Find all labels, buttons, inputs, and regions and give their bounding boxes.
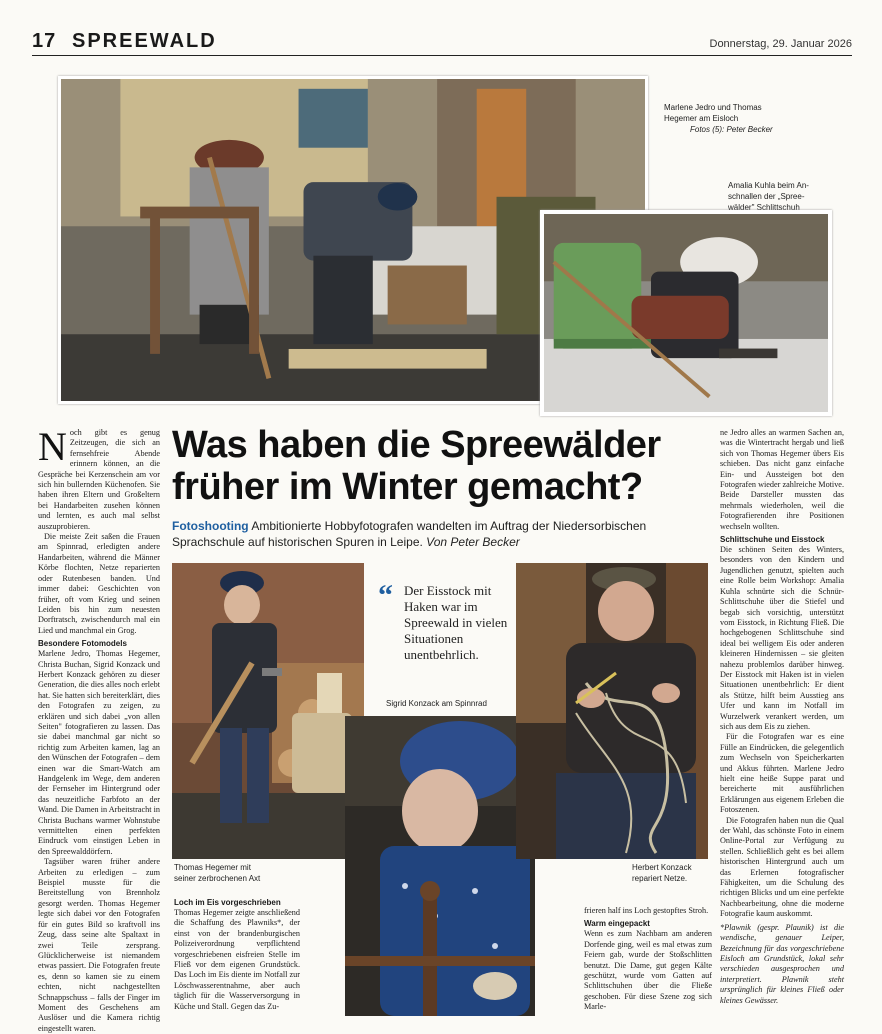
- caption-sled: Amalia Kuhla beim An- schnallen der „Spree- wälder" Schlittschuh: [728, 181, 809, 212]
- paragraph: Tagsüber waren früher andere Arbeiten zu erledigen – zum Beispiel musste für die Bereitstellung von Brennholz gesorgt werden. Thomas Hegemer legte sich dabei vor den Fotografen für ein gutes Bild so kraftvoll ins Zeug, dass seine alte Spaltaxt in zwei Teile zersprang. Glücklicherweise ist niemandem etwas passiert. Die Fotografen freute es, denn so kamen sie zu einem echten, nicht nachgestellten Schnappschuss – falls der Finger im Moment des Geschehens am Auslöser und die Kamera richtig eingestellt waren.: [38, 857, 160, 1033]
- paragraph: Die Fotografen haben nun die Qual der Wahl, das schönste Foto in einem Online-Portal zur Verfügung zu stellen. Schließlich geht es bei allem historischen Hintergrund auch um das Erlernen fotografischer Fähigkeiten, um die Schulung des richtigen Blicks und um eine perfekte Nachbearbeitung, ohne die moderne Fotografie kaum auskommt.: [720, 815, 844, 919]
- quote-mark-icon: “: [378, 579, 393, 612]
- byline: Von Peter Becker: [426, 535, 520, 549]
- subheading: Loch im Eis vorgeschrieben: [174, 898, 281, 907]
- article-column-2: [174, 895, 300, 1020]
- paragraph: Wenn es zum Nachbarn am anderen Dorfende ging, weil es mal etwas zum Feiern gab, wurde der Stoßschlitten benutzt. Die Dame, gut gegen Kälte geschützt, wurde vom Gatten auf Schlittschuhen über die Fließe geschoben. Für diese Szene zog sich Marle-: [584, 929, 712, 1012]
- subheading: Schlittschuhe und Eisstock: [720, 535, 825, 545]
- article-column-4: [720, 428, 844, 1016]
- deck: [172, 518, 702, 550]
- caption-eisloch: Marlene Jedro und Thomas Hegemer am Eisloch Fotos (5): Peter Becker: [664, 102, 784, 135]
- photo-netze: [516, 563, 708, 859]
- photo-schlittschuh: [540, 210, 832, 416]
- kicker: Fotoshooting: [172, 519, 249, 533]
- paragraph: Für die Fotografen war es eine Fülle an Eindrücken, die gelegentlich zum Wechseln von Speicherkarten und Akkus führten. Marlene Jedro hielt eine heiße Suppe parat und bereicherte mit ausführlichen Erklärungen aus eigenem Erleben die Fotoszenen.: [720, 732, 844, 815]
- paragraph: Die schönen Seiten des Winters, besonders von den Kindern und Jugendlichen genutzt, spielten auch eine Rolle beim Workshop: Amalia Kuhla schnürte sich die Schnür-Schlittschuhe über die Stiefel und begab sich vorsichtig, unterstützt vom Eisstock, in Richtung Fließ. Die hochgebogenen Schlittschuhe sind ideal bei welligem Eis oder anderen kleineren Hindernissen – sie gleiten nahezu problemlos darüber hinweg. Der Eisstock mit Haken ist in vielen Situationen unentbehrlich: Er dient als Stütze, hilft beim Ausstieg ans Ufer und kann im Notfall im Wurzelwerk verankert werden, um sich aus dem Eis zu ziehen.: [720, 545, 844, 731]
- caption-spinnrad: Sigrid Konzack am Spinnrad: [386, 699, 487, 708]
- dropcap: N: [38, 424, 67, 469]
- article-column-1: [38, 424, 160, 1033]
- paragraph: ne Jedro alles an warmen Sachen an, was die Wintertracht hergab und ließ sich von Thomas Hegemer übers Eis schieben. Das nicht ganz einfache Ein- und Aussteigen bot den Fotografen wieder zahlreiche Motive. Beide Darsteller mussten das mehrmals wiederholen, weil die Fotografierenden ihre Positionen wechseln wollten.: [720, 428, 844, 531]
- deck-text: Ambitionierte Hobbyfotografen wandelten im Auftrag der Niedersorbischen Sprachschule auf historischen Spuren in Leipe.: [172, 519, 647, 549]
- paragraph: frieren half ins Loch gestopftes Stroh.: [584, 906, 709, 915]
- photo-credit: Fotos (5): Peter Becker: [690, 125, 773, 134]
- subheading: Warm eingepackt: [584, 919, 650, 929]
- pull-quote: [378, 579, 508, 663]
- headline: Was haben die Spreewälder früher im Winter gemacht?: [172, 424, 661, 508]
- photo-axt: [172, 563, 364, 859]
- photo-spinnrad: [345, 716, 535, 1016]
- paragraph: Marlene Jedro, Thomas Hegemer, Christa Buchan, Sigrid Konzack und Herbert Konzack gehören zu dieser Generation, die dies alles noch erlebt hat. Sie hatten sich bereiterklärt, dies den Fotografen zu zeigen, zu erklären und sich dabei „von allen Seiten" fotografieren zu lassen. Das sie dabei manchmal gar nicht so richtig zum Arbeiten kamen, lag an den Wünschen der Fotografen – dem einen war die Smart-Watch am Handgelenk im Wege, dem anderen der Fernseher im Hintergrund oder das neuzeitliche Farbfoto an der Wand. Die Damen in Arbeitstracht in Christa Buchans warmer Wohnstube vermittelten einen perfekten Eindruck vom einstigen Leben in den Spreewalddörfern.: [38, 649, 160, 856]
- paragraph: Die meiste Zeit saßen die Frauen am Spinnrad, erledigten andere Handarbeiten, während die Männer Körbe flochten, Netze reparierten oder Rutenbesen banden. Und immer dabei: Geschichten von früher, oft vom Krieg und seinen Leiden bis hin zum neuesten Dorftratsch, zwischendurch mal ein Lied und manchmal ein Grog.: [38, 532, 160, 635]
- article-column-3: [584, 906, 712, 1018]
- paragraph: och gibt es genug Zeitzeugen, die sich an fernsehfreie Abende erinnern können, an die Gespräche bei Kerzenschein am vor sich hin bullernden Küchenofen. Sie haben ihren Eltern und Großeltern bei Handarbeiten zusehen können und lernten, es auch mal selbst auszuprobieren.: [38, 428, 160, 531]
- footnote: *Plawnik (gespr. Plaunik) ist die wendische, genauer Leiper, Bezeichnung für das vorgeschriebene Eisloch am Grundstück, lokal sehr verschieden ausgesprochen und interpretiert. Plawnik steht ursprünglich für kleines Fließ oder kleines Gewässer.: [720, 922, 844, 1005]
- issue-date: Donnerstag, 29. Januar 2026: [709, 38, 852, 50]
- subheading: Besondere Fotomodels: [38, 639, 127, 649]
- paragraph: Thomas Hegemer zeigte anschließend die Schaffung des Plawniks*, der einst von der brandenburgischen Polizeiverordnung verpflichtend vorgeschriebenen eisfreien Stelle im Fließ vor dem eigenen Grundstück. Das Loch im Eis diente im Notfall zur Löschwasserentnahme, aber auch täglich für die Wasserversorgung in Küche und Stall. Gegen das Zu-: [174, 908, 300, 1011]
- quote-text: Der Eisstock mit Haken war im Spreewald in vielen Situationen unentbehrlich.: [404, 583, 508, 662]
- section-title: SPREEWALD: [72, 30, 217, 52]
- caption-netze: Herbert Konzack repariert Netze.: [632, 863, 692, 883]
- page-header: [32, 28, 852, 56]
- page-number: 17: [32, 30, 57, 52]
- caption-axt: Thomas Hegemer mit seiner zerbrochenen Axt: [174, 863, 261, 883]
